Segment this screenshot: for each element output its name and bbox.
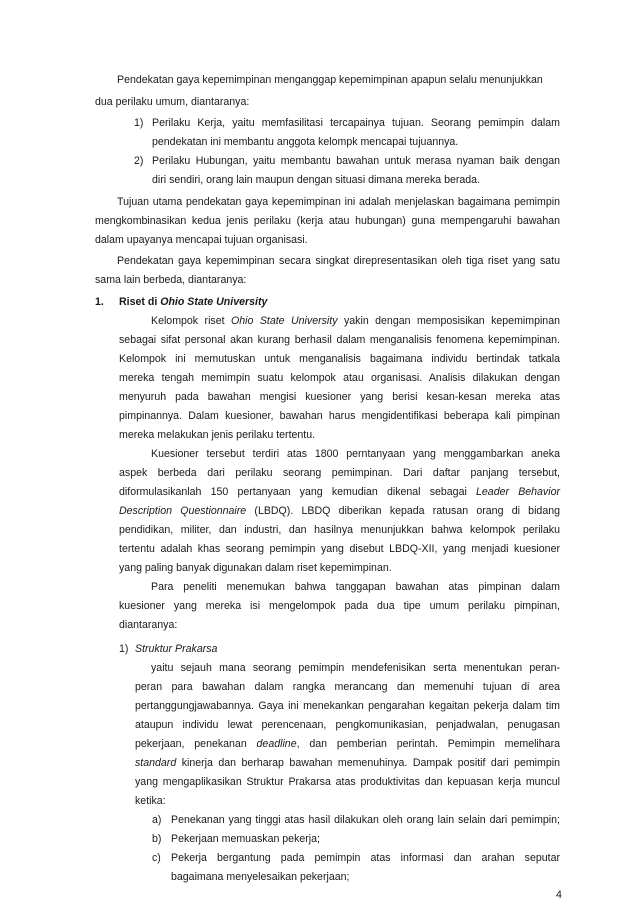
text-run: , dan pemberian perintah. Pemimpin memelihara xyxy=(296,738,560,750)
text-run-italic: Leader Behavior xyxy=(476,486,560,498)
list-number: b) xyxy=(152,833,162,845)
paragraph-line: sebagai sifat personal akan kurang berhasil dalam menganalisis fenomena kepemimpinan. xyxy=(119,334,560,346)
text-run: diformulasikanlah 150 pertanyaan yang kemudian dikenal sebagai xyxy=(119,486,477,498)
paragraph-line: Pendekatan gaya kepemimpinan secara singkat direpresentasikan oleh tiga riset yang satu xyxy=(117,255,560,267)
paragraph-line: yang paling banyak digunakan dalam riset kepemimpinan. xyxy=(119,562,392,574)
paragraph-line: ketika: xyxy=(135,795,166,807)
paragraph-line xyxy=(151,314,560,328)
paragraph-line: mereka tengah memimpin suatu kelompok atau organisasi. Analisis dilakukan dengan xyxy=(119,372,560,384)
paragraph-line: mereka melakukan jenis perilaku tertentu. xyxy=(119,429,316,441)
paragraph-line: dalam upayanya mencapai tujuan organisasi. xyxy=(95,234,308,246)
paragraph-line: Tujuan utama pendekatan gaya kepemimpinan ini adalah menjelaskan bagaimana pemimpin xyxy=(117,196,560,208)
paragraph-line: menyuruh pada bawahan mengisi kuesioner yang berisi kesan-kesan mereka atas xyxy=(119,391,560,403)
paragraph-line: pendidikan, militer, dan industri, dan hasilnya menunjukkan bahwa kelompok perilaku xyxy=(119,524,560,536)
paragraph-line: Kelompok ini memutuskan untuk menganalisis bagaimana individu bertindak tatkala xyxy=(119,353,560,365)
list-item-text: Perilaku Kerja, yaitu memfasilitasi tercapainya tujuan. Seorang pemimpin dalam xyxy=(152,117,560,129)
list-item-text: Perilaku Hubungan, yaitu membantu bawahan untuk merasa nyaman baik dengan xyxy=(152,155,560,167)
paragraph-line: pimpinannya. Dalam kuesioner, bawahan harus mengidentifikasi beberapa kali pimpinan xyxy=(119,410,560,422)
section-number: 1. xyxy=(95,296,104,308)
paragraph-line: sama lain berbeda, diantaranya: xyxy=(95,274,247,286)
list-item-text: diri sendiri, orang lain maupun dengan situasi dimana mereka berada. xyxy=(152,174,481,186)
paragraph-line: dua perilaku umum, diantaranya: xyxy=(95,96,250,108)
list-item-text: Penekanan yang tinggi atas hasil dilakukan oleh orang lain selain dari pemimpin; xyxy=(171,814,560,826)
paragraph-line: kuesioner yang mereka isi mengelompok pada dua tipe umum perilaku pimpinan, xyxy=(119,600,560,612)
text-run: pekerjaan, penekanan xyxy=(135,738,257,750)
list-number: 1) xyxy=(134,117,144,129)
text-run-italic: Ohio State University xyxy=(231,315,338,327)
text-run: kinerja dan berharap bawahan memenuhinya. Dampak positif dari pemimpin xyxy=(176,757,560,769)
list-item-text: pendekatan ini membantu anggota kelompk mencapai tujuannya. xyxy=(152,136,459,148)
list-item-text: Pekerja bergantung pada pemimpin atas informasi dan arahan seputar xyxy=(171,852,560,864)
text-run: (LBDQ). LBDQ diberikan kepada ratusan orang di bidang xyxy=(246,505,560,517)
paragraph-line: peran para bawahan dalam rangka merancang dan memenuhi tujuan di area xyxy=(135,681,560,693)
paragraph-line xyxy=(135,737,560,751)
section-title-prefix: Riset di xyxy=(119,296,161,308)
paragraph-line: yaitu sejauh mana seorang pemimpin mendefenisikan serta menentukan peran- xyxy=(151,662,560,674)
list-item-text: bagaimana menyelesaikan pekerjaan; xyxy=(171,871,350,883)
text-run: Kelompok riset xyxy=(151,315,232,327)
subsection-number: 1) xyxy=(119,643,129,655)
section-title xyxy=(119,295,267,309)
paragraph-line xyxy=(119,485,560,499)
paragraph-line: mengkombinasikan kedua jenis perilaku (kerja atau hubungan) guna mempengaruhi bawahan xyxy=(95,215,560,227)
list-number: 2) xyxy=(134,155,144,167)
text-run-italic: standard xyxy=(135,757,177,769)
text-run-italic: Description Questionnaire xyxy=(119,505,247,517)
paragraph-line xyxy=(119,504,560,518)
page-number: 4 xyxy=(556,889,562,901)
text-run: yakin dengan memposisikan kepemimpinan xyxy=(337,315,560,327)
section-title-italic: Ohio State University xyxy=(160,296,268,308)
list-number: c) xyxy=(152,852,161,864)
paragraph-line: tertentu adalah khas seorang pemimpin yang disebut LBDQ-XII, yang menjadi kuesioner xyxy=(119,543,560,555)
paragraph-line: yang mengaplikasikan Struktur Prakarsa atas produktivitas dan kepuasan kerja muncul xyxy=(135,776,560,788)
list-item-text: Pekerjaan memuaskan pekerja; xyxy=(171,833,320,845)
paragraph-line: diantaranya: xyxy=(119,619,178,631)
paragraph-line: pertanggungjawabannya. Gaya ini menekankan pengarahan kegaitan pekerja dalam tim xyxy=(135,700,560,712)
paragraph-line: ataupun individu lewat perencenaan, pengkomunikasian, penjadwalan, penugasan xyxy=(135,719,560,731)
paragraph-line: Para peneliti menemukan bahwa tanggapan bawahan atas pimpinan dalam xyxy=(151,581,560,593)
paragraph-line: Kuesioner tersebut terdiri atas 1800 perntanyaan yang menggambarkan aneka xyxy=(151,448,560,460)
list-number: a) xyxy=(152,814,162,826)
paragraph-line: Pendekatan gaya kepemimpinan menganggap kepemimpinan apapun selalu menunjukkan xyxy=(117,74,543,86)
paragraph-line: aspek berbeda dari perilaku seorang pemimpinan. Dari daftar panjang tersebut, xyxy=(119,467,560,479)
text-run-italic: deadline xyxy=(256,738,297,750)
paragraph-line xyxy=(135,756,560,770)
subsection-title: Struktur Prakarsa xyxy=(135,643,218,655)
